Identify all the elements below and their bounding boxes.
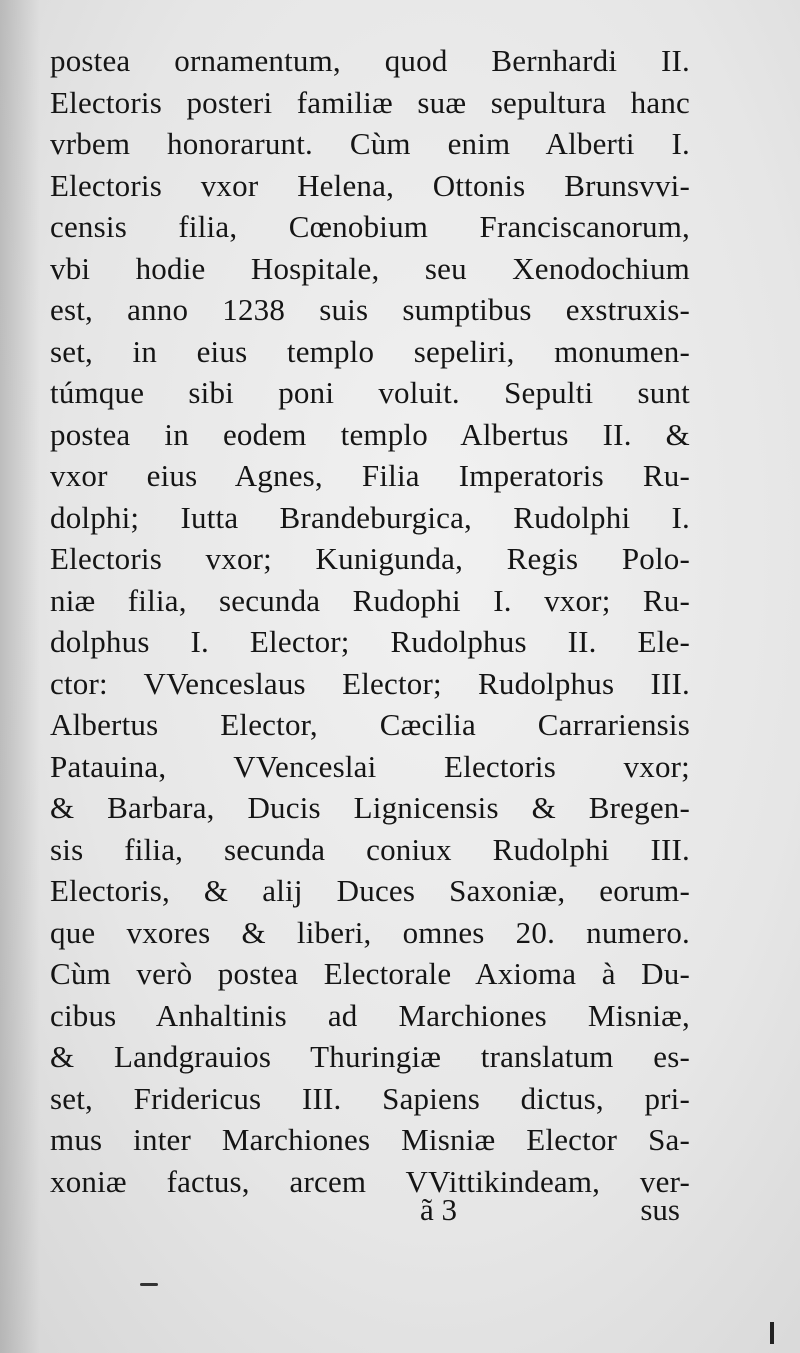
text-line: vxor eius Agnes, Filia Imperatoris Ru- <box>50 458 690 493</box>
text-line: Albertus Elector, Cæcilia Carrariensis <box>50 707 690 742</box>
text-line: ctor: VVenceslaus Elector; Rudolphus III. <box>50 665 690 701</box>
text-line: Patauina, VVenceslai Electoris vxor; <box>50 748 690 784</box>
text-line: mus inter Marchiones Misniæ Elector Sa- <box>50 1122 690 1157</box>
ink-mark <box>140 1283 158 1286</box>
text-line: postea in eodem templo Albertus II. & <box>50 416 690 452</box>
text-line: sis filia, secunda coniux Rudolphi III. <box>50 831 690 867</box>
text-line: Electoris vxor Helena, Ottonis Brunsvvi- <box>50 167 690 203</box>
text-line: censis filia, Cœnobium Franciscanorum, <box>50 209 690 244</box>
text-line: xoniæ factus, arcem VVittikindeam, ver- <box>50 1163 690 1199</box>
text-line: Electoris, & alij Duces Saxoniæ, eorum- <box>50 873 690 908</box>
text-line: est, anno 1238 suis sumptibus exstruxis- <box>50 292 690 327</box>
text-line: postea ornamentum, quod Bernhardi II. <box>50 43 690 78</box>
text-line: que vxores & liberi, omnes 20. numero. <box>50 914 690 950</box>
text-line: dolphi; Iutta Brandeburgica, Rudolphi I. <box>50 499 690 535</box>
text-line: dolphus I. Elector; Rudolphus II. Ele- <box>50 624 690 659</box>
text-line: niæ filia, secunda Rudophi I. vxor; Ru- <box>50 582 690 618</box>
text-line: & Landgrauios Thuringiæ translatum es- <box>50 1039 690 1074</box>
catchword: sus <box>640 1192 680 1227</box>
text-line: Cùm verò postea Electorale Axioma à Du- <box>50 956 690 991</box>
signature-mark: ã 3 <box>420 1192 458 1227</box>
text-line: Electoris vxor; Kunigunda, Regis Polo- <box>50 541 690 576</box>
text-line: vrbem honorarunt. Cùm enim Alberti I. <box>50 126 690 161</box>
gutter-shadow <box>0 0 40 1353</box>
text-line: cibus Anhaltinis ad Marchiones Misniæ, <box>50 997 690 1033</box>
edge-mark <box>770 1322 774 1344</box>
page-footer <box>50 1192 680 1234</box>
text-line: & Barbara, Ducis Lignicensis & Bregen- <box>50 790 690 825</box>
text-line: set, in eius templo sepeliri, monumen- <box>50 333 690 369</box>
text-line: túmque sibi poni voluit. Sepulti sunt <box>50 375 690 410</box>
body-text <box>50 40 690 1202</box>
text-line: set, Fridericus III. Sapiens dictus, pri- <box>50 1080 690 1116</box>
text-line: Electoris posteri familiæ suæ sepultura hanc <box>50 84 690 120</box>
text-line: vbi hodie Hospitale, seu Xenodochium <box>50 250 690 286</box>
